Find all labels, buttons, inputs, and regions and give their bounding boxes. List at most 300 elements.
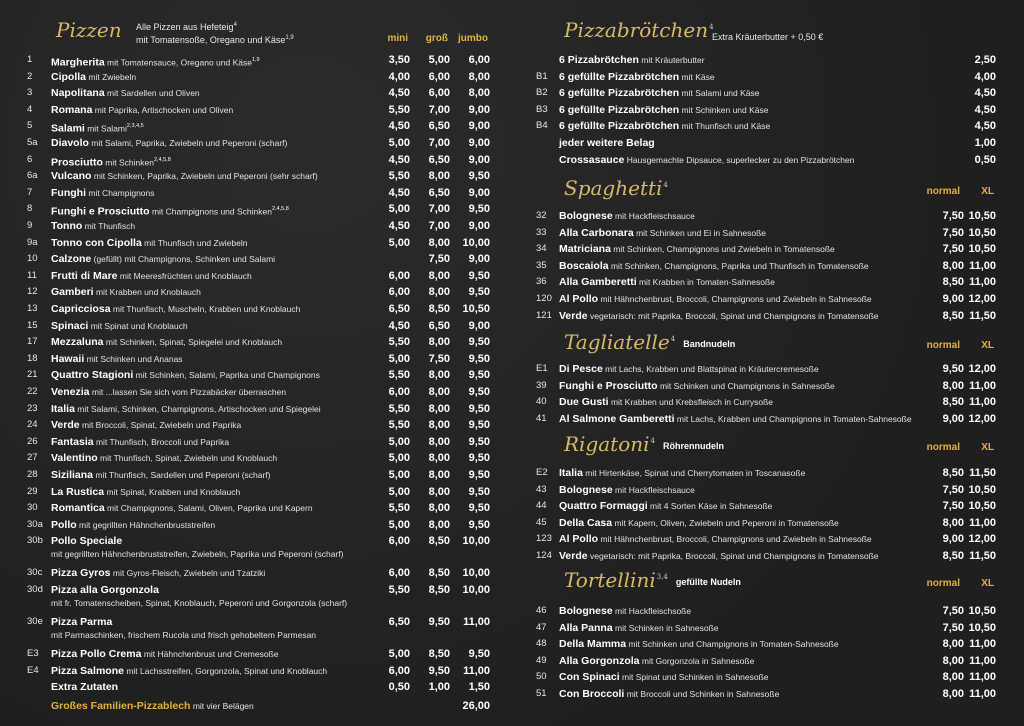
item-name [51, 367, 320, 383]
item-desc: mit Gyros-Fleisch, Zwiebeln und Tzatziki [110, 568, 266, 579]
price-gross: 8,00 [428, 286, 450, 299]
item-name [51, 698, 254, 714]
price: 4,50 [974, 87, 996, 100]
price-mini: 5,00 [388, 469, 410, 481]
item-name [51, 565, 265, 581]
price-xl: 12,00 [968, 363, 996, 375]
pizzen-note: Alle Pizzen aus Hefeteig$^4$ mit Tomatensoße, Oregano und Käse$^{1,9}$ [136, 22, 294, 45]
menu-row [512, 465, 1024, 481]
menu-row [512, 378, 1024, 394]
item-title: Spinaci [51, 319, 89, 332]
price-xl: 11,00 [969, 671, 996, 684]
price-mini: 5,50 [388, 369, 410, 382]
item-number: B3 [536, 103, 548, 115]
price-mini: 3,50 [388, 54, 410, 66]
price-normal: 9,00 [942, 412, 964, 425]
item-number: 43 [536, 483, 547, 495]
price-mini: 4,50 [388, 153, 410, 166]
price-normal: 7,50 [942, 605, 964, 617]
item-desc: mit Thunfisch und Käse [679, 121, 771, 132]
menu-row [512, 394, 1024, 410]
price-gross: 7,00 [428, 103, 450, 116]
price-gross: 7,00 [428, 203, 450, 216]
price-mini: 6,00 [388, 269, 410, 282]
price-gross: 6,50 [428, 120, 450, 133]
item-desc: mit Spinat, Krabben und Knoblauch [104, 486, 241, 497]
item-title: Salami [51, 122, 85, 135]
price-jumbo: 9,00 [468, 220, 490, 232]
price-gross: 6,50 [428, 153, 450, 166]
item-title: Verde [51, 419, 80, 432]
menu-row [512, 498, 1024, 514]
menu-row [512, 241, 1024, 257]
item-title: Pollo [51, 518, 77, 531]
item-name [559, 636, 839, 652]
item-title: Capricciosa [51, 303, 111, 315]
item-title: Di Pesce [559, 363, 603, 375]
item-number: 50 [536, 671, 547, 683]
price-mini: 5,50 [388, 502, 410, 515]
menu-row [512, 208, 1024, 224]
price-jumbo: 9,50 [468, 170, 490, 183]
item-title: Matriciana [559, 243, 611, 256]
section-title-pizzabroetchen: Pizzabrötchen$^4$ [564, 18, 714, 42]
item-title: Napolitana [51, 87, 105, 100]
price-xl: 10,50 [968, 243, 996, 256]
item-title: Pollo Speciale [51, 535, 123, 548]
item-title: Extra Zutaten [51, 681, 119, 694]
price-jumbo: 10,00 [462, 236, 490, 249]
price-xl: 10,50 [968, 500, 996, 513]
item-name [51, 434, 229, 450]
price-mini: 5,00 [388, 435, 410, 448]
price-normal: 8,50 [942, 396, 964, 409]
item-desc: vegetarisch: mit Paprika, Broccoli, Spinat und Champignons in Tomatensoße [587, 310, 879, 321]
price-jumbo: 11,00 [463, 664, 490, 677]
item-title: Venezia [51, 386, 90, 398]
item-name [51, 334, 282, 350]
section-title-tortellini: Tortellini$^{3,4}$ gefüllte Nudeln [564, 568, 741, 592]
price-jumbo: 9,50 [468, 336, 490, 349]
price-jumbo: 9,50 [468, 369, 490, 382]
price-jumbo: 9,50 [468, 386, 490, 398]
item-desc: mit Hackfleischsoße [612, 606, 692, 616]
item-subdesc: mit fr. Tomatenscheiben, Spinat, Knoblauch, Peperoni und Gorgonzola (scharf) [51, 598, 348, 608]
item-name [559, 465, 805, 481]
menu-row [512, 258, 1024, 274]
price-gross: 8,00 [428, 269, 450, 282]
item-number: 12 [27, 286, 38, 298]
item-name [51, 417, 241, 433]
item-name [51, 484, 240, 500]
item-name [559, 361, 819, 377]
price-mini: 5,00 [388, 137, 410, 149]
price-mini: 4,50 [388, 319, 410, 332]
price-mini: 4,50 [388, 120, 410, 133]
price-jumbo: 9,50 [468, 419, 490, 432]
item-name [559, 515, 839, 531]
item-title: Hawaii [51, 352, 85, 365]
item-title: Pizza Pollo Crema [51, 648, 142, 660]
price-gross: 8,00 [428, 485, 450, 498]
item-number: 1 [27, 54, 33, 65]
item-number: 120 [536, 293, 552, 304]
price-normal: 8,00 [942, 379, 964, 392]
menu-row [512, 669, 1024, 685]
price-jumbo: 10,00 [462, 567, 490, 580]
item-number: E3 [27, 648, 39, 659]
price-normal: 8,00 [942, 654, 964, 667]
menu-row [512, 69, 1024, 85]
item-number: 5 [27, 120, 33, 132]
col-xl: XL [981, 340, 994, 351]
item-title: Verde [559, 550, 588, 562]
menu-row [512, 482, 1024, 498]
menu-row [512, 85, 1024, 101]
item-title: Con Broccoli [559, 688, 625, 700]
price-gross: 8,50 [428, 303, 450, 315]
item-desc: mit Schinken und Käse [679, 104, 769, 115]
item-desc: mit Salami [84, 123, 127, 134]
price-jumbo: 9,00 [468, 103, 490, 116]
item-number: B1 [536, 70, 548, 82]
item-number: 7 [27, 186, 33, 198]
item-number: E2 [536, 467, 548, 478]
price-gross: 7,50 [428, 253, 450, 266]
price-mini: 4,50 [388, 186, 410, 199]
item-title: 6 Pizzabrötchen [559, 54, 639, 66]
price-mini: 6,00 [388, 664, 410, 677]
menu-row [0, 582, 512, 610]
item-title: Pizza Parma [51, 616, 113, 628]
item-number: 24 [27, 419, 38, 431]
item-name [559, 620, 719, 636]
item-name [559, 225, 766, 241]
family-row [0, 698, 512, 714]
price-xl: 11,50 [969, 550, 996, 562]
item-number: 48 [536, 638, 547, 650]
item-name [51, 235, 247, 251]
item-name [51, 646, 278, 662]
item-desc: mit Spinat und Knoblauch [88, 320, 188, 331]
price-mini: 6,00 [388, 286, 410, 299]
item-number: 10 [27, 253, 38, 265]
item-desc: mit Champignons, Salami, Oliven, Paprika und Kapern [104, 503, 313, 514]
item-title: Al Salmone Gamberetti [559, 412, 675, 425]
item-number: 15 [27, 319, 38, 331]
item-number: 29 [27, 485, 38, 497]
menu-row [512, 291, 1024, 307]
item-name [51, 301, 300, 317]
price-xl: 12,00 [968, 412, 996, 425]
price-mini: 5,00 [388, 518, 410, 531]
item-title: Funghi e Prosciutto [51, 205, 150, 218]
price-normal: 7,50 [942, 226, 964, 239]
item-number: 34 [536, 243, 547, 255]
price-gross: 8,00 [428, 170, 450, 183]
item-name [559, 308, 879, 324]
item-desc: mit vier Belägen [190, 700, 254, 711]
item-desc: mit Krabben und Krebsfleisch in Currysoße [608, 397, 773, 408]
item-desc: mit Lachs, Krabben und Blattspinat in Kräutercremesoße [602, 364, 819, 374]
item-title: Bolognese [559, 210, 613, 222]
item-title: Due Gusti [559, 396, 609, 409]
item-title: Calzone [51, 253, 92, 266]
item-title: Großes Familien-Pizzablech [51, 699, 191, 712]
price-gross: 8,00 [428, 336, 450, 349]
price-jumbo: 9,00 [468, 153, 490, 166]
menu-row [0, 517, 512, 533]
col-gross: groß [425, 33, 448, 44]
item-name [51, 517, 215, 533]
menu-row [0, 367, 512, 383]
item-desc: mit gegrillten Hähnchenbruststreifen [76, 519, 216, 530]
price-mini: 5,50 [388, 103, 410, 116]
price-mini: 6,00 [388, 535, 410, 548]
item-desc: mit Kapern, Oliven, Zwiebeln und Peperoni in Tomatensoße [612, 517, 839, 528]
item-title: Bolognese [559, 483, 613, 496]
price-jumbo: 9,50 [468, 269, 490, 282]
price-mini: 5,50 [388, 584, 410, 596]
price-gross: 8,00 [428, 518, 450, 531]
price-normal: 9,00 [942, 533, 964, 546]
item-desc: mit Hähnchenbrust, Broccoli, Champignons und Zwiebeln in Sahnesoße [598, 294, 872, 304]
section-subtitle: gefüllte Nudeln [675, 576, 741, 587]
item-number: 45 [536, 516, 547, 528]
item-name [559, 653, 754, 669]
price-gross: 6,00 [428, 87, 450, 100]
menu-row [0, 663, 512, 679]
item-desc: mit Schinken in Sahnesoße [612, 622, 719, 633]
menu-row [512, 531, 1024, 547]
price-normal: 8,00 [942, 259, 964, 272]
price-gross: 9,50 [428, 616, 450, 628]
item-title: Alla Carbonara [559, 226, 634, 239]
item-name [559, 669, 769, 685]
price-jumbo: 9,50 [468, 452, 490, 465]
price-jumbo: 9,50 [468, 352, 490, 365]
item-title: Italia [559, 467, 583, 479]
item-number: 26 [27, 435, 38, 447]
menu-row [512, 52, 1024, 68]
item-name [559, 482, 695, 498]
price-gross: 6,50 [428, 319, 450, 332]
item-name [559, 152, 854, 168]
item-number: B2 [536, 87, 548, 99]
item-title: Romantica [51, 502, 105, 515]
item-desc: Hausgemachte Dipsauce, superlecker zu den Pizzabrötchen [624, 154, 855, 165]
section-subtitle: Bandnudeln [683, 338, 736, 349]
price-mini: 5,00 [388, 452, 410, 465]
item-title: Prosciutto [51, 156, 103, 169]
price: 1,00 [974, 137, 996, 149]
item-title: La Rustica [51, 485, 105, 498]
item-desc: mit Schinken, Spinat, Spiegelei und Knoblauch [103, 337, 283, 348]
price-mini: 5,50 [388, 402, 410, 415]
item-name [559, 378, 835, 394]
item-desc: mit Champignons und Schinken [149, 206, 272, 217]
price-xl: 11,00 [969, 638, 996, 651]
item-sup: 2,4,5,8 [271, 206, 289, 213]
menu-row [512, 361, 1024, 377]
menu-row [0, 118, 512, 134]
item-sup: 1,9 [251, 57, 260, 63]
item-title: Alla Gamberetti [559, 276, 637, 289]
item-name [559, 498, 772, 514]
menu-row [0, 52, 512, 68]
price-jumbo: 10,00 [462, 535, 490, 548]
item-subdesc: mit Parmaschinken, frischem Rucola und frisch gehobeltem Parmesan [51, 630, 317, 640]
menu-row [512, 636, 1024, 652]
item-desc: mit Salami, Schinken, Champignons, Artischocken und Spiegelei [74, 403, 321, 414]
price-gross: 6,50 [428, 186, 450, 199]
price-normal: 8,50 [942, 309, 964, 322]
menu-row [0, 500, 512, 516]
price-jumbo: 1,50 [468, 681, 490, 694]
price-xl: 11,00 [969, 259, 996, 272]
price: 4,50 [974, 103, 996, 116]
menu-row [0, 69, 512, 85]
item-title: Frutti di Mare [51, 269, 118, 282]
menu-row [0, 102, 512, 118]
item-name [51, 168, 318, 184]
item-desc: mit Tomatensauce, Oregano und Käse [104, 57, 252, 68]
menu-row [512, 653, 1024, 669]
price-gross: 8,50 [428, 535, 450, 548]
price-jumbo: 9,50 [468, 518, 490, 531]
item-name [559, 548, 879, 564]
price-xl: 10,50 [968, 483, 996, 496]
item-name [51, 663, 327, 679]
item-desc: mit Thunfisch, Broccoli und Paprika [93, 436, 230, 447]
item-number: 28 [27, 469, 38, 480]
price-mini: 5,00 [388, 352, 410, 365]
item-subdesc: mit gegrillten Hähnchenbruststreifen, Zwiebeln, Paprika und Peperoni (scharf) [51, 549, 344, 560]
price-xl: 11,00 [969, 379, 996, 392]
menu-row [512, 274, 1024, 290]
item-desc: mit Spinat und Schinken in Sahnesoße [619, 672, 769, 683]
price-gross: 8,50 [428, 567, 450, 580]
item-desc: mit Thunfisch, Sardellen und Peperoni (scharf) [93, 470, 271, 480]
item-number: 30c [27, 567, 43, 579]
price-gross: 6,00 [428, 70, 450, 83]
price-xl: 10,50 [968, 210, 996, 222]
item-title: Alla Panna [559, 621, 613, 634]
item-number: 121 [536, 309, 552, 321]
price-gross: 1,00 [428, 681, 450, 694]
item-number: 32 [536, 210, 547, 221]
price-jumbo: 9,50 [468, 485, 490, 498]
item-title: Tonno [51, 220, 83, 232]
item-desc: mit Meeresfrüchten und Knoblauch [117, 270, 252, 281]
price-xl: 11,50 [969, 467, 996, 479]
price-gross: 8,50 [428, 648, 450, 660]
menu-row [0, 201, 512, 217]
price-xl: 10,50 [968, 621, 996, 634]
item-title: Con Spinaci [559, 671, 620, 684]
item-desc: mit Käse [679, 71, 715, 82]
price-normal: 8,00 [942, 516, 964, 529]
item-number: 23 [27, 402, 38, 414]
item-title: Diavolo [51, 137, 89, 149]
item-title: Alla Gorgonzola [559, 654, 640, 667]
menu-row [0, 268, 512, 284]
item-name [51, 401, 321, 417]
price-gross: 8,00 [428, 369, 450, 382]
item-name [559, 411, 912, 427]
item-name [51, 384, 286, 400]
item-number: 18 [27, 352, 38, 364]
price-mini: 6,00 [388, 386, 410, 398]
item-number: 30e [27, 616, 43, 627]
menu-row [512, 225, 1024, 241]
price-gross: 8,50 [428, 584, 450, 596]
col-normal: normal [926, 578, 960, 589]
price-jumbo: 10,00 [462, 584, 490, 596]
item-title: Al Pollo [559, 533, 599, 546]
item-name [51, 284, 201, 300]
menu-row [0, 251, 512, 267]
item-desc: mit Paprika, Artischocken und Oliven [92, 104, 234, 115]
item-number: B4 [536, 120, 548, 132]
item-desc: mit Schinken, Champignons, Paprika und Thunfisch in Tomatensoße [608, 260, 869, 271]
item-desc: mit Schinken [102, 157, 154, 168]
item-desc: mit Broccoli, Spinat, Zwiebeln und Paprika [79, 420, 242, 431]
item-desc: mit Hackfleischsauce [612, 484, 695, 495]
menu-row [0, 467, 512, 483]
price-normal: 7,50 [942, 621, 964, 634]
item-number: 30b [27, 535, 43, 547]
menu-row [0, 235, 512, 251]
price-jumbo: 9,50 [468, 402, 490, 415]
price-normal: 7,50 [942, 483, 964, 496]
menu-row [512, 118, 1024, 134]
item-desc: mit Lachsstreifen, Gorgonzola, Spinat und Knoblauch [123, 665, 328, 676]
price-jumbo: 9,50 [468, 502, 490, 515]
menu-row [0, 218, 512, 234]
item-number: 9a [27, 236, 38, 248]
menu-row [0, 565, 512, 581]
price-xl: 11,00 [969, 396, 996, 409]
item-number: 21 [27, 369, 38, 381]
item-desc: mit Thunfisch, Spinat, Zwiebeln und Knoblauch [97, 453, 278, 464]
item-title: Della Mamma [559, 638, 627, 651]
price-normal: 8,00 [942, 638, 964, 651]
menu-row [0, 484, 512, 500]
item-title: Pizza Salmone [51, 664, 124, 677]
item-name [51, 318, 188, 334]
item-number: 6 [27, 153, 33, 165]
price-xl: 10,50 [968, 605, 996, 617]
item-title: jeder weitere Belag [559, 137, 655, 149]
item-desc: mit Lachs, Krabben und Champignons in Tomaten-Sahnesoße [674, 413, 912, 424]
item-desc: mit Krabben in Tomaten-Sahnesoße [636, 277, 775, 288]
item-name [51, 450, 277, 466]
item-number: 9 [27, 220, 33, 231]
item-number: E4 [27, 664, 39, 676]
item-desc: mit Schinken und Ananas [84, 353, 183, 364]
price-jumbo: 9,00 [468, 253, 490, 266]
menu-row [0, 450, 512, 466]
section-title-rigatoni: Rigatoni$^4$ Röhrennudeln [564, 432, 725, 456]
item-title: Tonno con Cipolla [51, 236, 142, 249]
item-name [559, 208, 695, 224]
item-desc: mit Schinken und Ei in Sahnesoße [633, 227, 767, 238]
price-mini: 6,00 [388, 567, 410, 580]
menu-row [0, 614, 512, 642]
item-name [51, 102, 233, 118]
price-family: 26,00 [462, 699, 490, 712]
